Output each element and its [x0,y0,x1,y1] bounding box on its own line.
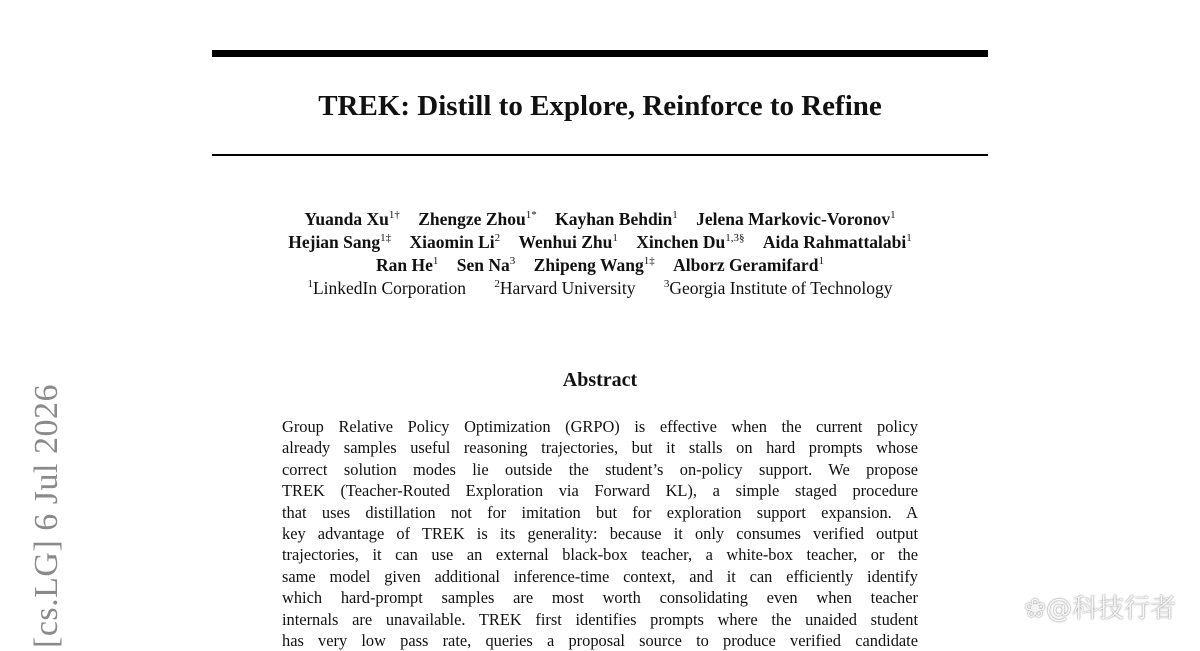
abstract-line: which hard-prompt samples are most worth consolidating even when teacher [282,588,918,608]
abstract-line: TREK (Teacher-Routed Exploration via Forward KL), a simple staged procedure [282,481,918,501]
affiliations [200,277,1000,300]
affiliation: $^1$LinkedIn Corporation [307,278,467,298]
abstract-line: that uses distillation not for imitation but for exploration support expansion. A [282,502,918,522]
author: Aida Rahmattalabi$^1$ [762,232,912,252]
paper-title: TREK: Distill to Explore, Reinforce to Refine [318,90,882,122]
title-top-rule [212,50,988,57]
abstract-line: key advantage of TREK is its generality: because it only consumes verified output [282,523,918,543]
abstract-line: same model given additional inference-time context, and it can efficiently identify [282,566,918,586]
abstract-line: internals are unavailable. TREK first identifies prompts where the unaided student [282,609,918,629]
abstract-line: correct solution modes lie outside the student’s on-policy support. We propose [282,459,918,479]
author-line-2 [200,231,1000,254]
author: Jelena Markovic-Voronov$^1$ [696,209,896,229]
author: Zhipeng Wang$^{1\ddagger}$ [533,255,655,275]
author: Xiaomin Li$^2$ [409,232,501,252]
author: Yuanda $Xu^{1\dagger}$ [304,209,400,229]
author-line-1 [200,208,1000,231]
abstract-line: already samples useful reasoning trajectories, but it stalls on hard prompts whose [282,438,918,458]
author: Xinchen $Du^{1,3\S}$ [636,232,745,252]
author: Kayhan Behdin$^1$ [555,209,678,229]
author-line-3 [200,254,1000,277]
author: Zhengze Zhou$^{1*}$ [418,209,537,229]
title-bottom-rule [212,154,988,156]
author: Wenhui Zhu$^1$ [518,232,618,252]
abstract-line: trajectories, it can use an external black-box teacher, a white-box teacher, or the [282,545,918,565]
author-block [200,208,1000,300]
abstract-line: has very low pass rate, queries a proposal source to produce verified candidate [282,630,918,650]
arxiv-side-label: [cs.LG] 6 Jul 2026 [28,384,65,648]
affiliation: $^3$Georgia Institute of Technology [663,278,893,298]
abstract-body [282,416,918,651]
abstract-line: Group Relative Policy Optimization (GRPO) is effective when the current policy [282,417,918,436]
author: Sen Na$^3$ [456,255,516,275]
author: Ran He$^1$ [376,255,439,275]
author: Alborz Geramifard$^1$ [673,255,824,275]
watermark: ❀@科技行者 [1024,594,1176,624]
author: Hejian Sang$^{1\ddagger}$ [288,232,392,252]
affiliation: $^2$Harvard University [494,278,636,298]
abstract-heading: Abstract [562,369,638,391]
